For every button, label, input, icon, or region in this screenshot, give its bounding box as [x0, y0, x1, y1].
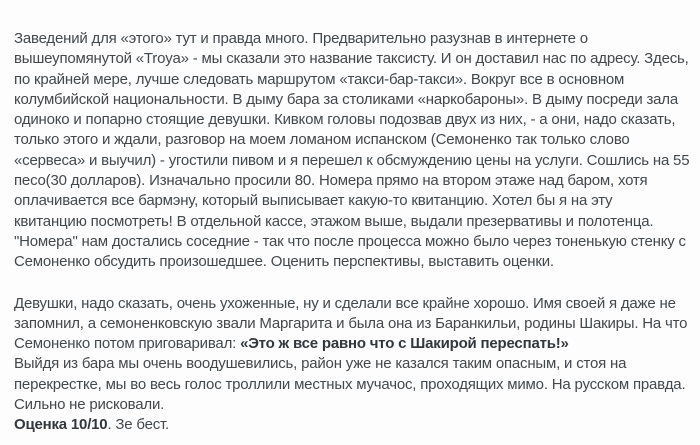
text-segment: Девушки, надо сказать, очень ухоженные, ну и сделали все крайне хорошо. Имя своей я даже не: [14, 294, 676, 312]
text-segment: вышеупомянутой «Troya» - мы сказали это название таксисту. И он доставил нас по адресу. Здесь,: [14, 50, 689, 68]
text-line: [14, 130, 696, 150]
text-segment: . Зе бест.: [107, 416, 169, 434]
text-line: [14, 354, 696, 374]
text-segment: Сильно не рисковали.: [14, 396, 165, 414]
text-segment: Семоненко потом приговаривал:: [14, 335, 241, 353]
text-segment: "Номера" нам достались соседние - так что после процесса можно было через тоненькую стенку с: [14, 232, 686, 250]
text-line: [14, 334, 696, 354]
text-segment: песо(30 долларов). Изначально просили 80. Номера прямо на втором этаже над баром, хотя: [14, 172, 648, 190]
text-segment: Семоненко обсудить произошедшее. Оценить перспективы, выставить оценки.: [14, 253, 554, 271]
text-line: [14, 110, 696, 130]
text-segment: запомнил, а семоненковскую звали Маргарита и была она из Баранкильи, родины Шакиры. На что: [14, 314, 688, 332]
text-line: [14, 29, 696, 49]
text-segment: перекрестке, мы во весь голос троллили местных мучачос, проходящих мимо. На русском правда.: [14, 375, 686, 393]
paragraph-2: [14, 294, 696, 436]
bold-text-segment: «Это ж все равно что с Шакирой переспать!»: [240, 335, 569, 353]
text-line: [14, 212, 696, 232]
text-line: [14, 151, 696, 171]
text-line: [14, 252, 696, 272]
paragraph-1: [14, 29, 696, 273]
text-line: [14, 314, 696, 334]
text-line: [14, 395, 696, 415]
text-line: [14, 294, 696, 314]
text-segment: Выйдя из бара мы очень воодушевились, район уже не казался таким опасным, и стоя на: [14, 355, 627, 373]
text-segment: по крайней мере, лучше следовать маршрутом «такси-бар-такси». Вокруг все в основном: [14, 70, 625, 88]
text-line: [14, 415, 696, 435]
text-segment: Заведений для «этого» тут и правда много. Предварительно разузнав в интернете о: [14, 30, 588, 47]
text-line: [14, 171, 696, 191]
text-line: [14, 70, 696, 90]
text-segment: квитанцию посмотреть! В отдельной кассе, этажом выше, выдали презервативы и полотенца.: [14, 212, 654, 230]
text-line: [14, 49, 696, 69]
text-segment: «сервеса» и выучил) - угостили пивом и я перешел к обсмуждению цены на услуги. Сошлись на 55: [14, 151, 690, 169]
text-line: [14, 191, 696, 211]
bold-text-segment: Оценка 10/10: [14, 416, 108, 434]
text-segment: одиноко и попарно стоящие девушки. Кивком головы подозвав двух из них, - а они, надо сказать,: [14, 111, 676, 129]
text-line: [14, 375, 696, 395]
text-segment: оплачивается все бармэну, который выписывает какую-то квитанцию. Хотел бы я на эту: [14, 192, 613, 210]
text-segment: колумбийской национальности. В дыму бара за столиками «наркобароны». В дыму посреди зала: [14, 90, 678, 108]
text-line: [14, 232, 696, 252]
text-line: [14, 90, 696, 110]
text-segment: только этого и ждали, разговор на моем ломаном испанском (Семоненко так только слово: [14, 131, 630, 149]
